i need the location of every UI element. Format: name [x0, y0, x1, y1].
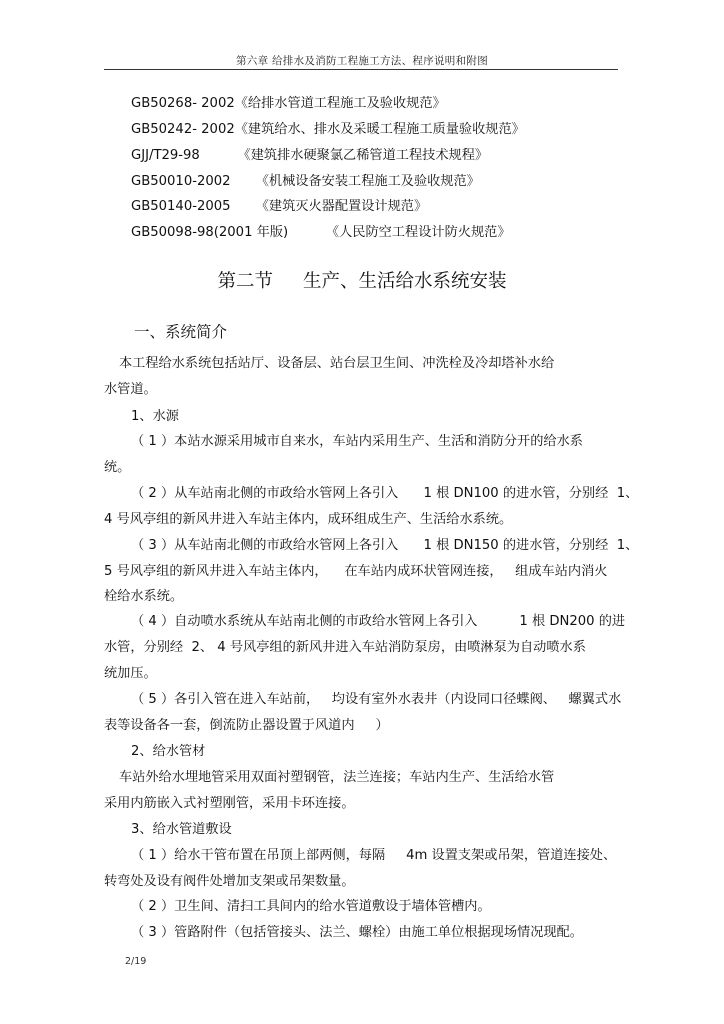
standard-item: GB50140-2005 《建筑灭火器配置设计规范》 — [131, 199, 428, 214]
paragraph-line: （ 4 ）自动喷水系统从车站南北侧的市政给水管网上各引入 1 根 DN200 的进 — [131, 614, 626, 629]
standard-item: GB50010-2002 《机械设备安装工程施工及验收规范》 — [131, 174, 480, 189]
section-title: 生产、生活给水系统安装 — [303, 271, 507, 292]
standard-item: GB50098-98(2001 年版) 《人民防空工程设计防火规范》 — [131, 225, 511, 240]
paragraph-line: （ 1 ）本站水源采用城市自来水，车站内采用生产、生活和消防分开的给水系 — [131, 434, 583, 449]
paragraph-line: （ 2 ）从车站南北侧的市政给水管网上各引入 1 根 DN100 的进水管，分别经 1、 — [131, 486, 639, 501]
paragraph-line: （ 3 ）管路附件（包括管接头、法兰、螺栓）由施工单位根据现场情况现配。 — [131, 925, 583, 940]
paragraph-line: 转弯处及设有阀件处增加支架或吊架数量。 — [104, 874, 355, 889]
paragraph-line: （ 5 ）各引入管在进入车站前， 均设有室外水表井（内设同口径蝶阀、 螺翼式水 — [131, 692, 622, 707]
paragraph-line: 4 号风亭组的新风井进入车站主体内，成环组成生产、生活给水系统。 — [104, 512, 513, 527]
paragraph-line: 水管，分别经 2、 4 号风亭组的新风井进入车站消防泵房，由喷淋泵为自动喷水系 — [104, 640, 586, 655]
paragraph-line: 表等设备各一套，倒流防止器设置于风道内 ） — [104, 718, 389, 733]
section-number: 第二节 — [217, 271, 273, 292]
paragraph-line: 3、给水管道敷设 — [131, 822, 232, 837]
section-heading — [0, 270, 724, 294]
page-number: 2/19 — [125, 956, 147, 967]
paragraph-line: 统加压。 — [104, 666, 157, 681]
header-divider — [104, 69, 618, 70]
subsection-heading: 一、系统简介 — [134, 323, 228, 341]
paragraph-line: （ 2 ）卫生间、清扫工具间内的给水管道敷设于墙体管槽内。 — [131, 899, 491, 914]
paragraph-line: （ 1 ）给水干管布置在吊顶上部两侧，每隔 4m 设置支架或吊架，管道连接处、 — [131, 848, 617, 863]
paragraph-line: 5 号风亭组的新风井进入车站主体内， 在车站内成环状管网连接， 组成车站内消火 — [104, 564, 608, 579]
paragraph-line: 采用内筋嵌入式衬塑刚管，采用卡环连接。 — [104, 796, 355, 811]
paragraph-line: 本工程给水系统包括站厅、设备层、站台层卫生间、冲洗栓及冷却塔补水给 — [119, 356, 555, 371]
standard-item: GJJ/T29-98 《建筑排水硬聚氯乙稀管道工程技术规程》 — [131, 148, 489, 163]
paragraph-line: 车站外给水埋地管采用双面衬塑钢管，法兰连接；车站内生产、生活给水管 — [119, 770, 555, 785]
page-header: 第六章 给排水及消防工程施工方法、程序说明和附图 — [235, 55, 489, 67]
paragraph-line: 2、给水管材 — [131, 744, 206, 759]
paragraph-line: 栓给水系统。 — [104, 589, 184, 604]
standard-item: GB50242- 2002《建筑给水、排水及采暖工程施工质量验收规范》 — [131, 122, 525, 137]
paragraph-line: 1、水源 — [131, 409, 179, 424]
paragraph-line: 统。 — [104, 460, 131, 475]
standard-item: GB50268- 2002《给排水管道工程施工及验收规范》 — [131, 96, 446, 111]
paragraph-line: （ 3 ）从车站南北侧的市政给水管网上各引入 1 根 DN150 的进水管，分别经 1、 — [131, 538, 639, 553]
paragraph-line: 水管道。 — [104, 382, 157, 397]
